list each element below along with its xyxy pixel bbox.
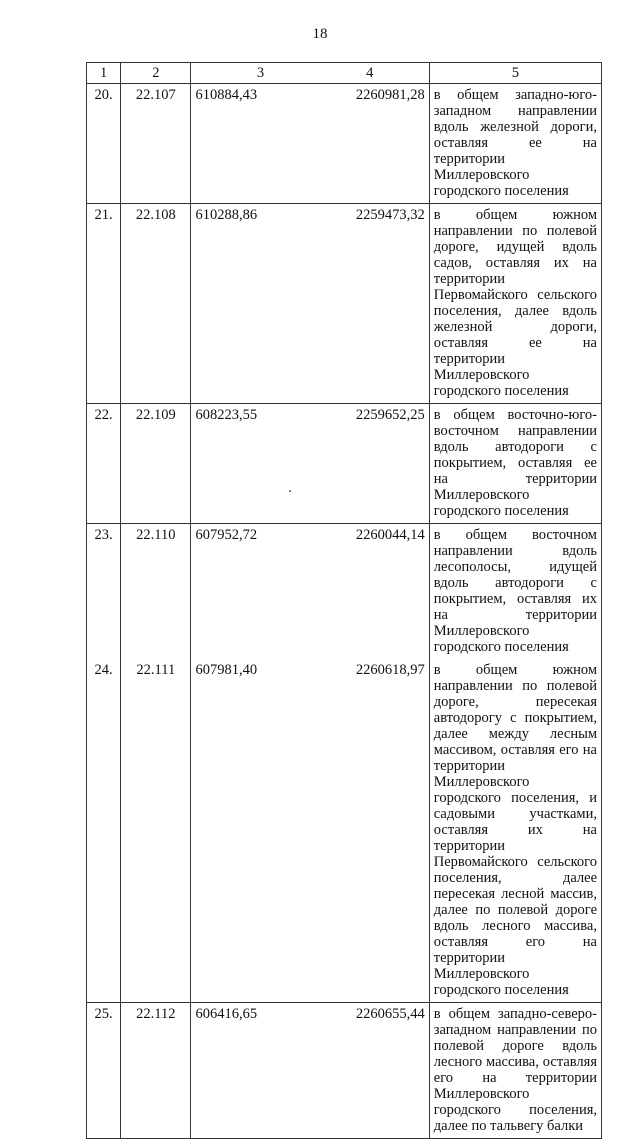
column-header-description: 5 bbox=[429, 63, 601, 84]
row-number: 21. bbox=[87, 204, 121, 404]
column-header-number: 1 bbox=[87, 63, 121, 84]
row-number: 25. bbox=[87, 1003, 121, 1139]
table-row bbox=[87, 1003, 602, 1139]
y-coordinate: 2260655,44 bbox=[355, 1006, 425, 1022]
table-row bbox=[87, 524, 602, 660]
point-id: 22.109 bbox=[121, 404, 191, 524]
boundary-description: в общем южном направлении по полевой дороге, идущей вдоль садов, оставляя их на территории Первомайского сельского поселения, далее вдоль железной дороги, оставляя ее на территории Миллеровского городского поселения bbox=[429, 204, 601, 404]
boundary-description: в общем южном направлении по полевой дороге, пересекая автодорогу с покрытием, далее между лесным массивом, оставляя его на территории Миллеровского городского поселения, и садовыми участками, оставляя их на территории Первомайского сельского поселения, далее пересекая лесной массив, далее по полевой дороге вдоль лесного массива, оставляя его на территории Миллеровского городского поселения bbox=[429, 659, 601, 1003]
y-coordinate: 2259473,32 bbox=[355, 207, 425, 223]
coordinates-cell bbox=[191, 524, 429, 660]
table-row bbox=[87, 204, 602, 404]
x-coordinate: 606416,65 bbox=[195, 1006, 258, 1022]
row-number: 24. bbox=[87, 659, 121, 1003]
table-row bbox=[87, 404, 602, 524]
row-number: 23. bbox=[87, 524, 121, 660]
point-id: 22.112 bbox=[121, 1003, 191, 1139]
coordinates-cell bbox=[191, 404, 429, 524]
scan-speck bbox=[289, 490, 291, 492]
x-coordinate: 610288,86 bbox=[195, 207, 258, 223]
coordinates-cell bbox=[191, 659, 429, 1003]
point-id: 22.107 bbox=[121, 84, 191, 204]
column-header-coordinates bbox=[191, 63, 429, 84]
x-coordinate: 610884,43 bbox=[195, 87, 258, 103]
row-number: 20. bbox=[87, 84, 121, 204]
column-header-y: 4 bbox=[366, 65, 374, 81]
column-header-x: 3 bbox=[256, 65, 265, 81]
y-coordinate: 2259652,25 bbox=[355, 407, 425, 423]
table-header-row bbox=[87, 63, 602, 84]
point-id: 22.111 bbox=[121, 659, 191, 1003]
x-coordinate: 607981,40 bbox=[195, 662, 258, 678]
row-number: 22. bbox=[87, 404, 121, 524]
boundary-description: в общем восточном направлении вдоль лесополосы, идущей вдоль автодороги с покрытием, оставляя их на территории Миллеровского городского поселения bbox=[429, 524, 601, 660]
coordinates-cell bbox=[191, 1003, 429, 1139]
page-number: 18 bbox=[312, 26, 328, 42]
boundary-description: в общем восточно-юго-восточном направлении вдоль автодороги с покрытием, оставляя ее на территории Миллеровского городского поселения bbox=[429, 404, 601, 524]
point-id: 22.108 bbox=[121, 204, 191, 404]
boundary-description: в общем западно-юго-западном направлении вдоль железной дороги, оставляя ее на территории Миллеровского городского поселения bbox=[429, 84, 601, 204]
column-header-point: 2 bbox=[121, 63, 191, 84]
y-coordinate: 2260981,28 bbox=[355, 87, 425, 103]
point-id: 22.110 bbox=[121, 524, 191, 660]
table-row bbox=[87, 84, 602, 204]
x-coordinate: 607952,72 bbox=[195, 527, 258, 543]
y-coordinate: 2260044,14 bbox=[355, 527, 425, 543]
x-coordinate: 608223,55 bbox=[195, 407, 258, 423]
coordinates-cell bbox=[191, 84, 429, 204]
boundary-coordinates-table bbox=[86, 62, 602, 1139]
table-row bbox=[87, 659, 602, 1003]
y-coordinate: 2260618,97 bbox=[355, 662, 425, 678]
coordinates-cell bbox=[191, 204, 429, 404]
boundary-description: в общем западно-северо-западном направлении по полевой дороге вдоль лесного массива, оставляя его на территории Миллеровского городского поселения, далее по тальвегу балки bbox=[429, 1003, 601, 1139]
